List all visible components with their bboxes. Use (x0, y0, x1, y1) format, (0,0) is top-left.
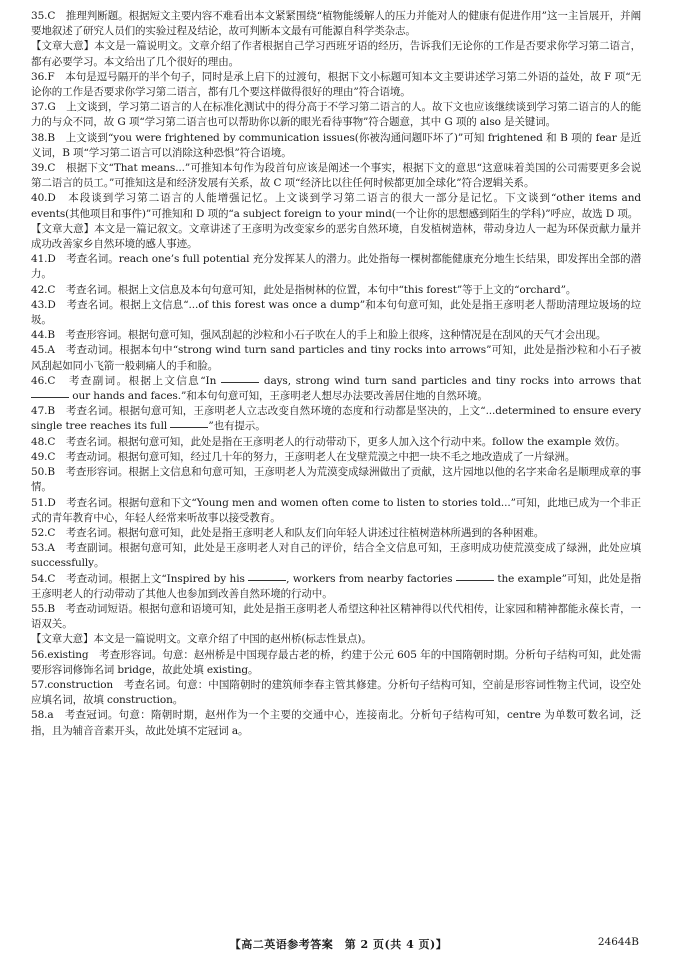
answer-item: 46.C 考查副词。根据上文信息“In days, strong wind turn sand particles and tiny rocks into arrows that our hands and faces.”和本句句意可知，王彦明老人想尽办法要改善居住地的自然环境。 (31, 374, 641, 403)
answer-item: 56.existing 考查形容词。句意：赵州桥是中国现存最古老的桥，约建于公元 605 年的中国隋朝时期。分析句子结构可知，此处需要形容词修饰名词 bridge，故此处填 existing。 (31, 648, 641, 676)
answer-item: 47.B 考查名词。根据句意可知，王彦明老人立志改变自然环境的态度和行动都是坚决的，上文“...determined to ensure every single tree reaches its full ”也有提示。 (31, 405, 641, 433)
fill-blank (248, 579, 286, 581)
fill-blank (221, 381, 259, 383)
answer-item: 44.B 考查形容词。根据句意可知，强风刮起的沙粒和小石子吹在人的手上和脸上很疼，这种情况是在刮风的天气才会出现。 (31, 329, 607, 342)
fill-blank (31, 396, 69, 398)
answer-item: 40.D 本段谈到学习第二语言的人能增强记忆。上文谈到学习第二语言的很大一部分是记忆。下文谈到“other items and events(其他项目和事件)”可推知和 D 项的“a subject foreign to your mind(一个让你的思想感到陌生的学科)”呼应，故选 D 项。 (31, 192, 641, 220)
article-summary: 【文章大意】本文是一篇记叙文。文章讲述了王彦明为改变家乡的恶劣自然环境，自发植树造林，带动身边人一起为环保贡献力量并成功改善家乡自然环境的感人事迹。 (31, 222, 641, 251)
answer-item: 42.C 考查名词。根据上文信息及本句句意可知，此处是指树林的位置，本句中“this forest”等于上文的“orchard”。 (31, 283, 577, 296)
fill-blank (170, 426, 208, 428)
answer-item: 37.G 上文谈到，学习第二语言的人在标准化测试中的得分高于不学习第二语言的人。故下文也应该继续谈到学习第二语言的人的能力的与众不同，故 G 项“学习第二语言也可以帮助你以新的眼光看待事物”符合题意，其中 G 项的 also 是关键词。 (31, 101, 641, 129)
answer-content (31, 9, 641, 739)
answer-item: 41.D 考查名词。reach one’s full potential 充分发挥某人的潜力。此处指每一棵树都能健康充分地生长结果，即发挥出全部的潜力。 (31, 253, 641, 281)
answer-item: 58.a 考查冠词。句意：隋朝时期，赵州作为一个主要的交通中心，连接南北。分析句子结构可知，centre 为单数可数名词，泛指，且为辅音音素开头，故此处填不定冠词 a。 (31, 709, 641, 737)
answer-item: 51.D 考查名词。根据句意和下文“Young men and women often come to listen to stories told...”可知，此地已成为一个非正式的青年教育中心，年轻人经常来听故事以接受教育。 (31, 496, 641, 524)
answer-item: 52.C 考查名词。根据句意可知，此处是指王彦明老人和队友们向年轻人讲述过往植树造林所遇到的各种困难。 (31, 526, 545, 539)
answer-item: 53.A 考查副词。根据句意可知，此处是王彦明老人对自己的评价，结合全文信息可知，王彦明成功使荒漠变成了绿洲，此处应填 successfully。 (31, 542, 641, 570)
answer-item: 50.B 考查形容词。根据上文信息和句意可知，王彦明老人为荒漠变成绿洲做出了贡献，这片园地以他的名字来命名是顺理成章的事情。 (31, 466, 641, 494)
answer-item: 36.F 本句是逗号隔开的半个句子，同时是承上启下的过渡句，根据下文小标题可知本文主要讲述学习第二外语的益处，故 F 项“无论你的工作是否要求你学习第二语言，都有几个要这样做得很好的理由”符合语境。 (31, 70, 641, 99)
answer-item: 43.D 考查名词。根据上文信息“...of this forest was once a dump”和本句句意可知，此处是指王彦明老人帮助清理垃圾场的垃圾。 (31, 298, 641, 327)
footer-code: 24644B (597, 936, 639, 948)
fill-blank (456, 579, 494, 581)
answer-item: 38.B 上文谈到“you were frightened by communication issues(你被沟通问题吓坏了)”可知 frightened 和 B 项的 fear 是近义词，B 项“学习第二语言可以消除这种恐惧”符合语境。 (31, 131, 641, 159)
footer-page-label: 【高二英语参考答案 第 2 页(共 4 页)】 (229, 938, 448, 951)
answer-item: 49.C 考查动词。根据句意可知，经过几十年的努力，王彦明老人在戈壁荒漠之中把一块不毛之地改造成了一片绿洲。 (31, 450, 576, 463)
answer-item: 39.C 根据下文“That means...”可推知本句作为段首句应该是阐述一个事实，根据下文的意思“这意味着美国的公司需要更多会说第二语言的员工。”可推知这是和经济发展有关系，故 C 项“经济比以往任何时候都更加全球化”符合逻辑关系。 (31, 162, 641, 190)
answer-item: 35.C 推理判断题。根据短文主要内容不难看出本文紧紧围绕“植物能缓解人的压力并能对人的健康有促进作用”这一主旨展开，并阐要地叙述了研究人员们的实验过程及结论，故可判断本文最有可能源自科学类杂志。 (31, 10, 641, 38)
answer-item: 57.construction 考查名词。句意：中国隋朝时的建筑师李春主管其修建。分析句子结构可知，空前是形容词性物主代词，设空处应填名词，故填 construction。 (31, 678, 641, 707)
answer-item: 45.A 考查动词。根据本句中“strong wind turn sand particles and tiny rocks into arrows”可知，此处是指沙粒和小石子被风刮起如同小飞箭一般刺痛人的手和脸。 (31, 344, 641, 372)
answer-item: 55.B 考查动词短语。根据句意和语境可知，此处是指王彦明老人希望这种社区精神得以代代相传，让家园和精神都能永葆长青，一语双关。 (31, 602, 641, 631)
page-footer (0, 936, 677, 954)
answer-item: 48.C 考查名词。根据句意可知，此处是指在王彦明老人的行动带动下，更多人加入这个行动中来。follow the example 效仿。 (31, 435, 626, 448)
answer-item: 54.C 考查动词。根据上文“Inspired by his , workers from nearby factories the example”可知，此处是指王彦明老人的行动带动了其他人也参加到改善自然环境的行动中。 (31, 572, 641, 600)
article-summary: 【文章大意】本文是一篇说明文。文章介绍了作者根据自己学习西班牙语的经历，告诉我们无论你的工作是否要求你学习第二语言，都有必要学习。本文给出了几个很好的理由。 (31, 40, 641, 68)
article-summary: 【文章大意】本文是一篇说明文。文章介绍了中国的赵州桥(标志性景点)。 (31, 633, 372, 646)
